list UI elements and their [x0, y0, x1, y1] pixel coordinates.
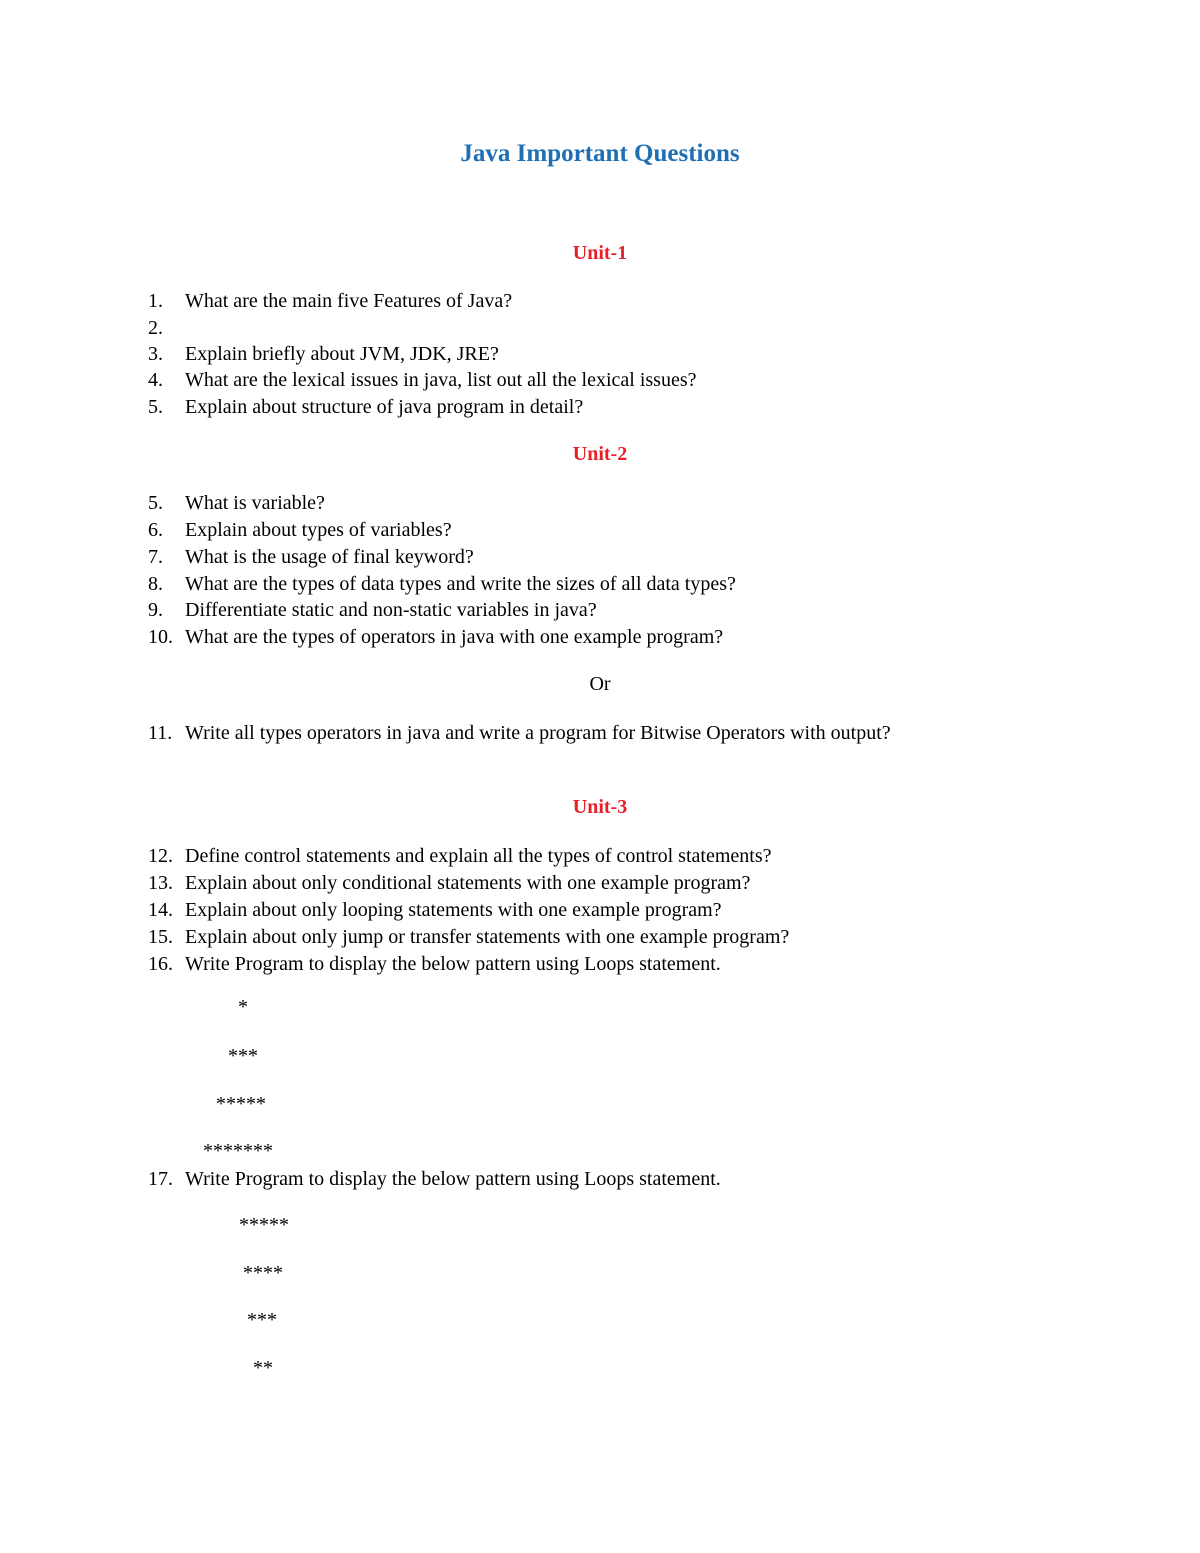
question-number: 1.: [148, 290, 163, 312]
question-number: 16.: [148, 953, 173, 975]
question-number: 12.: [148, 845, 173, 867]
question-number: 8.: [148, 573, 163, 595]
question-item: [148, 490, 325, 517]
question-text: Explain about only conditional statements with one example program?: [185, 872, 751, 894]
question-number: 14.: [148, 899, 173, 921]
pattern-line: ****: [243, 1262, 283, 1284]
question-item: [148, 624, 723, 651]
question-item: [148, 341, 499, 368]
question-item: [148, 870, 750, 897]
question-item: [148, 544, 474, 571]
question-item: [148, 843, 771, 870]
unit-3-heading: Unit-3: [572, 796, 628, 818]
question-text: Explain about types of variables?: [185, 519, 452, 541]
or-separator: Or: [589, 673, 611, 695]
question-item: [148, 315, 185, 342]
question-item: [148, 571, 736, 598]
question-text: Differentiate static and non-static variables in java?: [185, 599, 597, 621]
question-text: Write Program to display the below pattern using Loops statement.: [185, 953, 721, 975]
question-text: Write Program to display the below pattern using Loops statement.: [185, 1168, 721, 1190]
question-number: 7.: [148, 546, 163, 568]
question-number: 6.: [148, 519, 163, 541]
question-item: [148, 897, 722, 924]
pattern-line: *******: [203, 1140, 273, 1162]
question-text: What are the lexical issues in java, list out all the lexical issues?: [185, 369, 697, 391]
question-text: What is the usage of final keyword?: [185, 546, 474, 568]
question-number: 17.: [148, 1168, 173, 1190]
question-number: 15.: [148, 926, 173, 948]
question-number: 9.: [148, 599, 163, 621]
question-text: What are the types of operators in java with one example program?: [185, 626, 724, 648]
question-number: 10.: [148, 626, 173, 648]
question-number: 4.: [148, 369, 163, 391]
question-item: [148, 1166, 721, 1193]
question-number: 5.: [148, 396, 163, 418]
question-item: [148, 394, 583, 421]
question-item: [148, 597, 597, 624]
question-number: 11.: [148, 722, 173, 744]
unit-1-heading: Unit-1: [572, 242, 628, 264]
pattern-line: *****: [216, 1093, 266, 1115]
pattern-line: *****: [239, 1214, 289, 1236]
question-item: [148, 924, 789, 951]
pattern-line: *: [238, 996, 248, 1018]
question-item: [148, 288, 512, 315]
question-text: What are the types of data types and write the sizes of all data types?: [185, 573, 736, 595]
question-item: [148, 720, 891, 747]
question-number: 5.: [148, 492, 163, 514]
pattern-line: ***: [247, 1309, 277, 1331]
question-item: [148, 517, 452, 544]
question-text: What is variable?: [185, 492, 325, 514]
question-text: Explain about only jump or transfer statements with one example program?: [185, 926, 790, 948]
question-text: Explain about only looping statements with one example program?: [185, 899, 722, 921]
question-text: Explain about structure of java program in detail?: [185, 396, 584, 418]
question-number: 3.: [148, 343, 163, 365]
question-text: What are the main five Features of Java?: [185, 290, 513, 312]
question-text: Explain briefly about JVM, JDK, JRE?: [185, 343, 499, 365]
pattern-line: **: [253, 1357, 273, 1379]
page-title: Java Important Questions: [460, 140, 740, 167]
question-number: 2.: [148, 317, 163, 339]
question-text: Define control statements and explain all the types of control statements?: [185, 845, 772, 867]
question-number: 13.: [148, 872, 173, 894]
unit-2-heading: Unit-2: [572, 443, 628, 465]
question-item: [148, 951, 721, 978]
question-text: Write all types operators in java and write a program for Bitwise Operators with output?: [185, 722, 891, 744]
pattern-line: ***: [228, 1045, 258, 1067]
question-item: [148, 367, 697, 394]
